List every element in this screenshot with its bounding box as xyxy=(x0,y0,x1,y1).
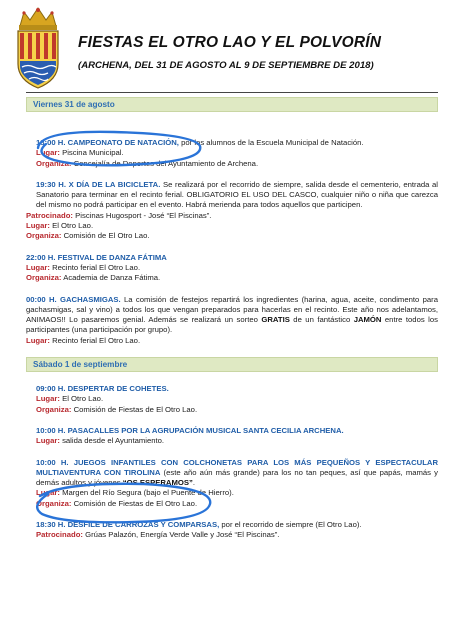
coat-of-arms-icon xyxy=(12,6,64,90)
organiza-label: Organiza: xyxy=(36,404,72,414)
organiza-label: Organiza: xyxy=(26,273,62,283)
event-natacion: 18:00 H. CAMPEONATO DE NATACIÓN, por los alumnos de la Escuela Municipal de Natación. Lugar: Piscina Municipal. Organiza: Concejalía de Deportes del Ayuntamiento de Archena. xyxy=(36,138,364,168)
organiza-label: Organiza: xyxy=(36,158,72,168)
program-content xyxy=(26,92,438,552)
event-heading: 10:00 H. PASACALLES POR LA AGRUPACIÓN MUSICAL SANTA CECILIA ARCHENA. xyxy=(36,425,344,435)
event-heading: 22:00 H. FESTIVAL DE DANZA FÁTIMA xyxy=(26,252,167,262)
lugar-label: Lugar: xyxy=(36,436,60,446)
event-heading: 18:30 H. DESFILE DE CARROZAS Y COMPARSAS, xyxy=(36,520,220,530)
lugar-label: Lugar: xyxy=(26,221,50,231)
patrocinado-label: Patrocinado: xyxy=(26,210,73,220)
event-heading: 09:00 H. DESPERTAR DE COHETES. xyxy=(36,384,169,394)
organiza-label: Organiza: xyxy=(36,498,72,508)
event-juegos-infantiles: 10:00 H. JUEGOS INFANTILES CON COLCHONETAS PARA LOS MÁS PEQUEÑOS Y ESPECTACULAR MULTIAVENTURA CON TIROLINA (este año aún más grande) para los no tan peques, así que papás, mamás y demás adultos y jóvenes “OS ESPERAMOS”. Lugar: Margen del Río Segura (bajo el Puente de Hierro). Organiza: Comisión de Fiestas de El Otro Lao. xyxy=(36,457,438,508)
event-pasacalles: 10:00 H. PASACALLES POR LA AGRUPACIÓN MUSICAL SANTA CECILIA ARCHENA. Lugar: salida desde el Ayuntamiento. xyxy=(36,425,344,446)
organiza-label: Organiza: xyxy=(26,231,62,241)
event-heading: 19:30 H. X DÍA DE LA BICICLETA. xyxy=(36,179,161,189)
day-header-viernes: Viernes 31 de agosto xyxy=(26,97,438,112)
lugar-label: Lugar: xyxy=(26,262,50,272)
event-bicicleta: 19:30 H. X DÍA DE LA BICICLETA. Se realizará por el recorrido de siempre, salida desde el cementerio, entrada al Sanatorio para terminar en el recinto ferial. OBLIGATORIO EL USO DEL CASCO, cualquier niño o niña que carezca del mismo no podrá participar en el evento. Habrá merienda para todos aquellos que participen. Patrocinado: Piscinas Hugosport - José “El Piscinas”. Lugar: El Otro Lao. Organiza: Comisión de El Otro Lao. xyxy=(26,179,438,241)
event-danza: 22:00 H. FESTIVAL DE DANZA FÁTIMA Lugar: Recinto ferial El Otro Lao. Organiza: Academia de Danza Fátima. xyxy=(26,252,167,283)
patrocinado-label: Patrocinado: xyxy=(36,530,83,540)
page-title: FIESTAS EL OTRO LAO Y EL POLVORÍN xyxy=(78,34,382,51)
event-heading: 18:00 H. CAMPEONATO DE NATACIÓN, xyxy=(36,138,179,147)
lugar-label: Lugar: xyxy=(26,335,50,345)
event-gachasmigas: 00:00 H. GACHASMIGAS. La comisión de festejos repartirá los ingredientes (harina, agua, aceite, condimento para gachasmigas, sal y vino) a todos los que vengan preparados para hacerlas en el recinto. Este año nos adelantamos, ANIMAOS!! Lo pasaremos genial. Además se realizará un sorteo GRATIS de un fantástico JAMÓN entre todos los participantes (una participación por grupo). Lugar: Recinto ferial El Otro Lao. xyxy=(26,294,438,345)
day-header-sabado: Sábado 1 de septiembre xyxy=(26,357,438,372)
lugar-label: Lugar: xyxy=(36,148,60,158)
divider xyxy=(26,92,438,93)
event-desfile: 18:30 H. DESFILE DE CARROZAS Y COMPARSAS, por el recorrido de siempre (El Otro Lao). Patrocinado: Grúas Palazón, Energía Verde Valle y José “El Piscinas”. xyxy=(36,520,362,540)
lugar-label: Lugar: xyxy=(36,488,60,498)
page-subtitle: (ARCHENA, DEL 31 DE AGOSTO AL 9 DE SEPTIEMBRE DE 2018) xyxy=(78,60,374,71)
event-heading: 10:00 H. JUEGOS INFANTILES CON COLCHONETAS PARA LOS MÁS PEQUEÑOS Y ESPECTACULAR MULTIAVENTURA CON TIROLINA xyxy=(36,457,438,477)
lugar-label: Lugar: xyxy=(36,394,60,404)
event-heading: 00:00 H. GACHASMIGAS. xyxy=(26,294,121,304)
event-cohetes: 09:00 H. DESPERTAR DE COHETES. Lugar: El Otro Lao. Organiza: Comisión de Fiestas de El Otro Lao. xyxy=(36,384,198,414)
